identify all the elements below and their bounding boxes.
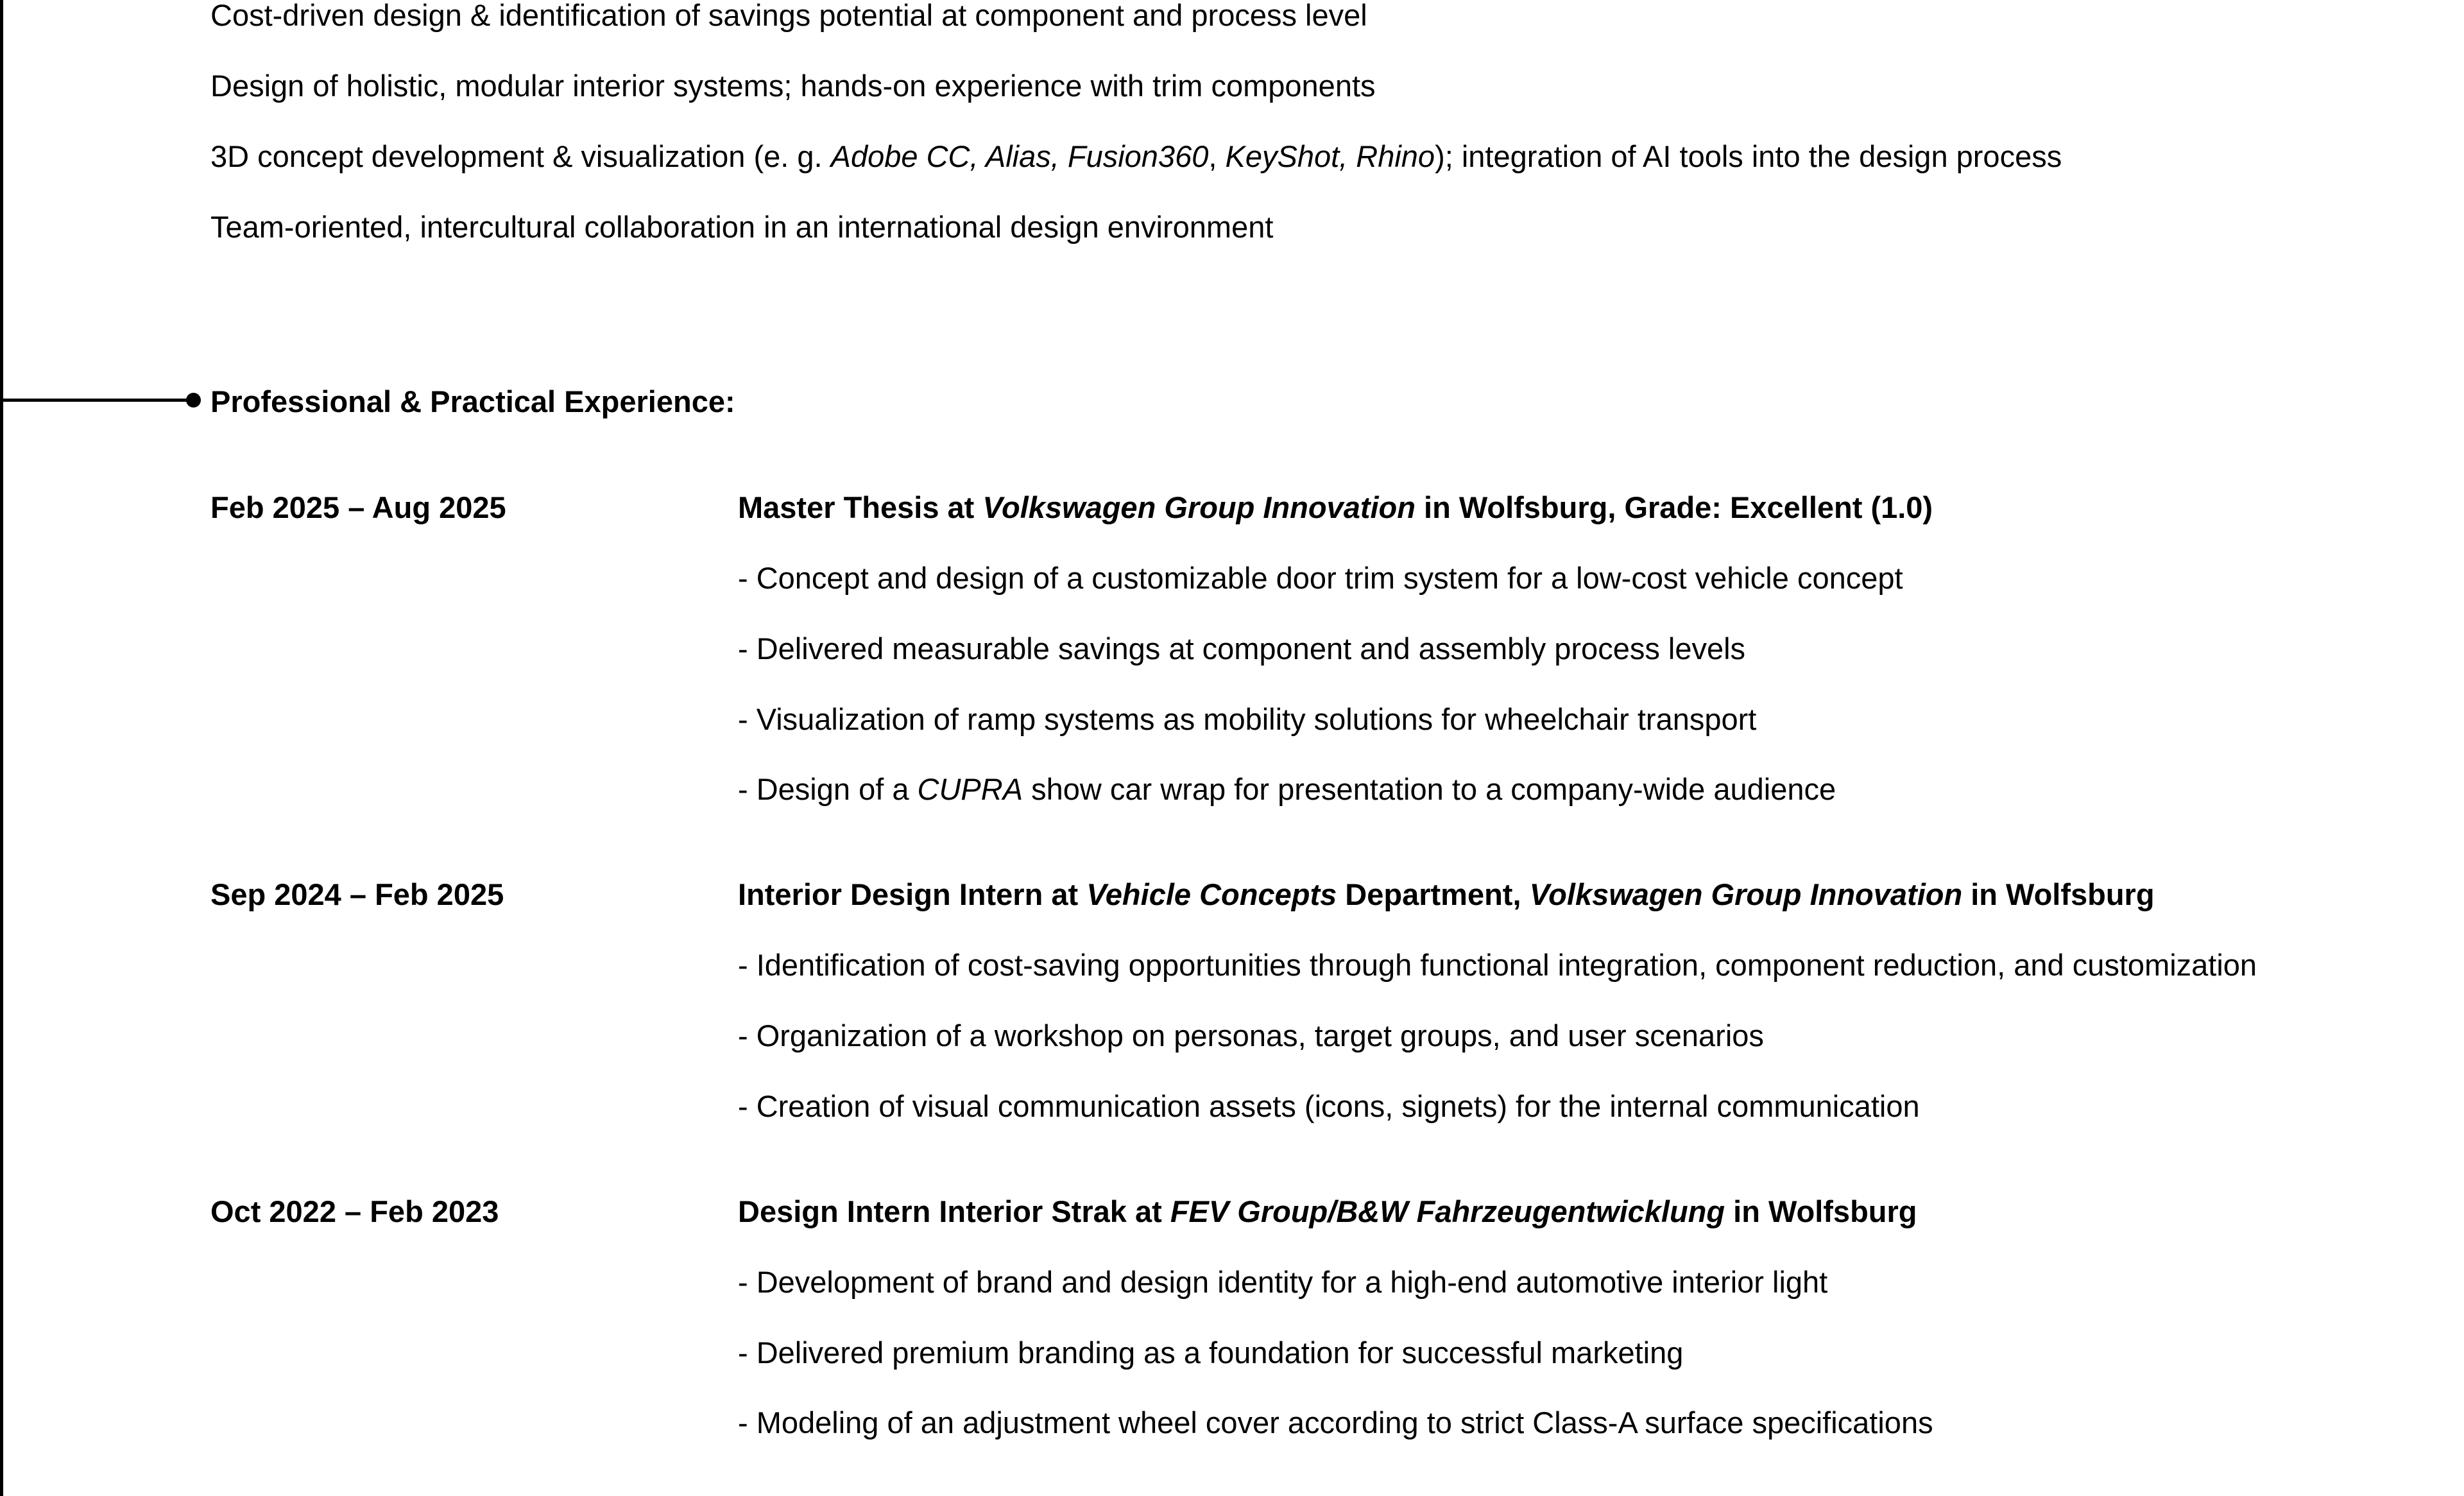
skill-item: Cost-driven design & identification of savings potential at component and process level	[210, 0, 1367, 32]
entry-title: Design Intern Interior Strak at FEV Group/B&W Fahrzeugentwicklung in Wolfsburg	[738, 1194, 1917, 1228]
timeline-vertical-line	[0, 0, 3, 1496]
section-heading: Professional & Practical Experience:	[210, 384, 735, 418]
timeline-dot-icon	[186, 393, 201, 408]
skill-item: Design of holistic, modular interior systems; hands-on experience with trim components	[210, 69, 1376, 103]
entry-bullet: - Creation of visual communication assets (icons, signets) for the internal communication	[738, 1089, 1920, 1123]
entry-bullet: - Concept and design of a customizable door trim system for a low-cost vehicle concept	[738, 561, 1903, 595]
entry-date: Sep 2024 – Feb 2025	[210, 877, 504, 911]
entry-bullet: - Design of a CUPRA show car wrap for presentation to a company-wide audience	[738, 772, 1836, 806]
entry-bullet: - Delivered premium branding as a foundation for successful marketing	[738, 1336, 1684, 1370]
entry-title: Master Thesis at Volkswagen Group Innovation in Wolfsburg, Grade: Excellent (1.0)	[738, 490, 1933, 524]
timeline-connector-line	[0, 399, 193, 402]
entry-bullet: - Development of brand and design identity for a high-end automotive interior light	[738, 1265, 1828, 1299]
skill-item: Team-oriented, intercultural collaboration in an international design environment	[210, 210, 1274, 244]
entry-bullet: - Visualization of ramp systems as mobility solutions for wheelchair transport	[738, 702, 1757, 736]
entry-bullet: - Organization of a workshop on personas, target groups, and user scenarios	[738, 1019, 1764, 1053]
entry-bullet: - Modeling of an adjustment wheel cover according to strict Class-A surface specifications	[738, 1406, 1933, 1440]
entry-date: Oct 2022 – Feb 2023	[210, 1194, 499, 1228]
entry-bullet: - Delivered measurable savings at component and assembly process levels	[738, 632, 1746, 666]
entry-date: Feb 2025 – Aug 2025	[210, 490, 506, 524]
entry-title: Interior Design Intern at Vehicle Concepts Department, Volkswagen Group Innovation in Wolfsburg	[738, 877, 2155, 911]
skill-item: 3D concept development & visualization (e. g. Adobe CC, Alias, Fusion360, KeyShot, Rhino); integration of AI tools into the design process	[210, 139, 2062, 173]
entry-bullet: - Identification of cost-saving opportunities through functional integration, component reduction, and customization	[738, 948, 2257, 982]
